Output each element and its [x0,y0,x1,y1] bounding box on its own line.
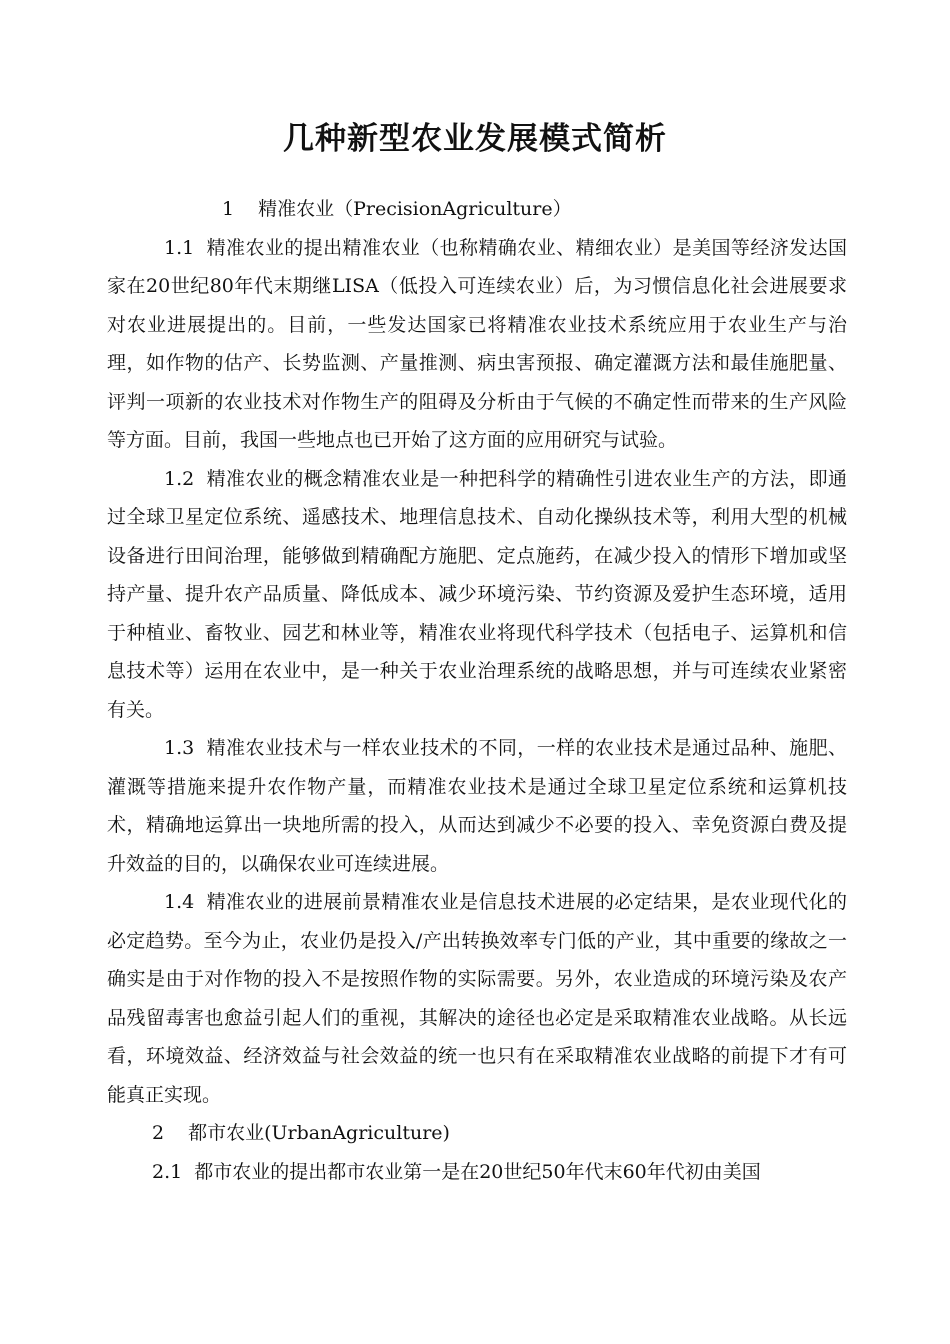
paragraph-text: 精准农业技术与一样农业技术的不同，一样的农业技术是通过品种、施肥、灌溉等措施来提升农作物产量，而精准农业技术是通过全球卫星定位系统和运算机技术，精确地运算出一块地所需的投入，从而达到减少不必要的投入、幸免资源白费及提升效益的目的，以确保农业可连续进展。 [107,737,847,875]
paragraph-1-3 [107,729,847,883]
paragraph-text: 精准农业的进展前景精准农业是信息技术进展的必定结果，是农业现代化的必定趋势。至今为止，农业仍是投入/产出转换效率专门低的产业，其中重要的缘故之一确实是由于对作物的投入不是按照作物的实际需要。另外，农业造成的环境污染及农产品残留毒害也愈益引起人们的重视，其解决的途径也必定是采取精准农业战略。从长远看，环境效益、经济效益与社会效益的统一也只有在采取精准农业战略的前提下才有可能真正实现。 [107,891,847,1106]
paragraph-1-2 [107,460,847,730]
section-number: 2 [152,1122,165,1144]
section-heading-2 [107,1114,847,1153]
section-number: 1 [222,198,235,220]
paragraph-1-1 [107,229,847,460]
paragraph-1-4 [107,883,847,1114]
paragraph-number: 1.1 [164,236,195,259]
paragraph-number: 1.3 [164,737,195,759]
section-heading-1 [107,190,847,229]
paragraph-text: 精准农业的提出精准农业（也称精确农业、精细农业）是美国等经济发达国家在20世纪80年代末期继LISA（低投入可连续农业）后，为习惯信息化社会进展要求对农业进展提出的。目前，一些发达国家已将精准农业技术系统应用于农业生产与治理，如作物的估产、长势监测、产量推测、病虫害预报、确定灌溉方法和最佳施肥量、评判一项新的农业技术对作物生产的阻碍及分析由于气候的不确定性而带来的生产风险等方面。目前，我国一些地点也已开始了这方面的应用研究与试验。 [107,236,847,451]
section-title: 精准农业（PrecisionAgriculture） [258,198,572,220]
section-title: 都市农业(UrbanAgriculture) [188,1122,450,1144]
paragraph-text: 都市农业的提出都市农业第一是在20世纪50年代末60年代初由美国 [194,1160,761,1183]
paragraph-number: 1.4 [164,891,195,913]
paragraph-text: 精准农业的概念精准农业是一种把科学的精确性引进农业生产的方法，即通过全球卫星定位系统、遥感技术、地理信息技术、自动化操纵技术等，利用大型的机械设备进行田间治理，能够做到精确配方施肥、定点施药，在减少投入的情形下增加或坚持产量、提升农产品质量、降低成本、减少环境污染、节约资源及爱护生态环境，适用于种植业、畜牧业、园艺和林业等，精准农业将现代科学技术（包括电子、运算机和信息技术等）运用在农业中，是一种关于农业治理系统的战略思想，并与可连续农业紧密有关。 [107,467,847,721]
document-body [107,190,847,1191]
document-title: 几种新型农业发展模式简析 [283,120,667,157]
paragraph-number: 1.2 [164,467,195,490]
paragraph-number: 2.1 [152,1160,183,1183]
paragraph-2-1 [107,1153,847,1192]
